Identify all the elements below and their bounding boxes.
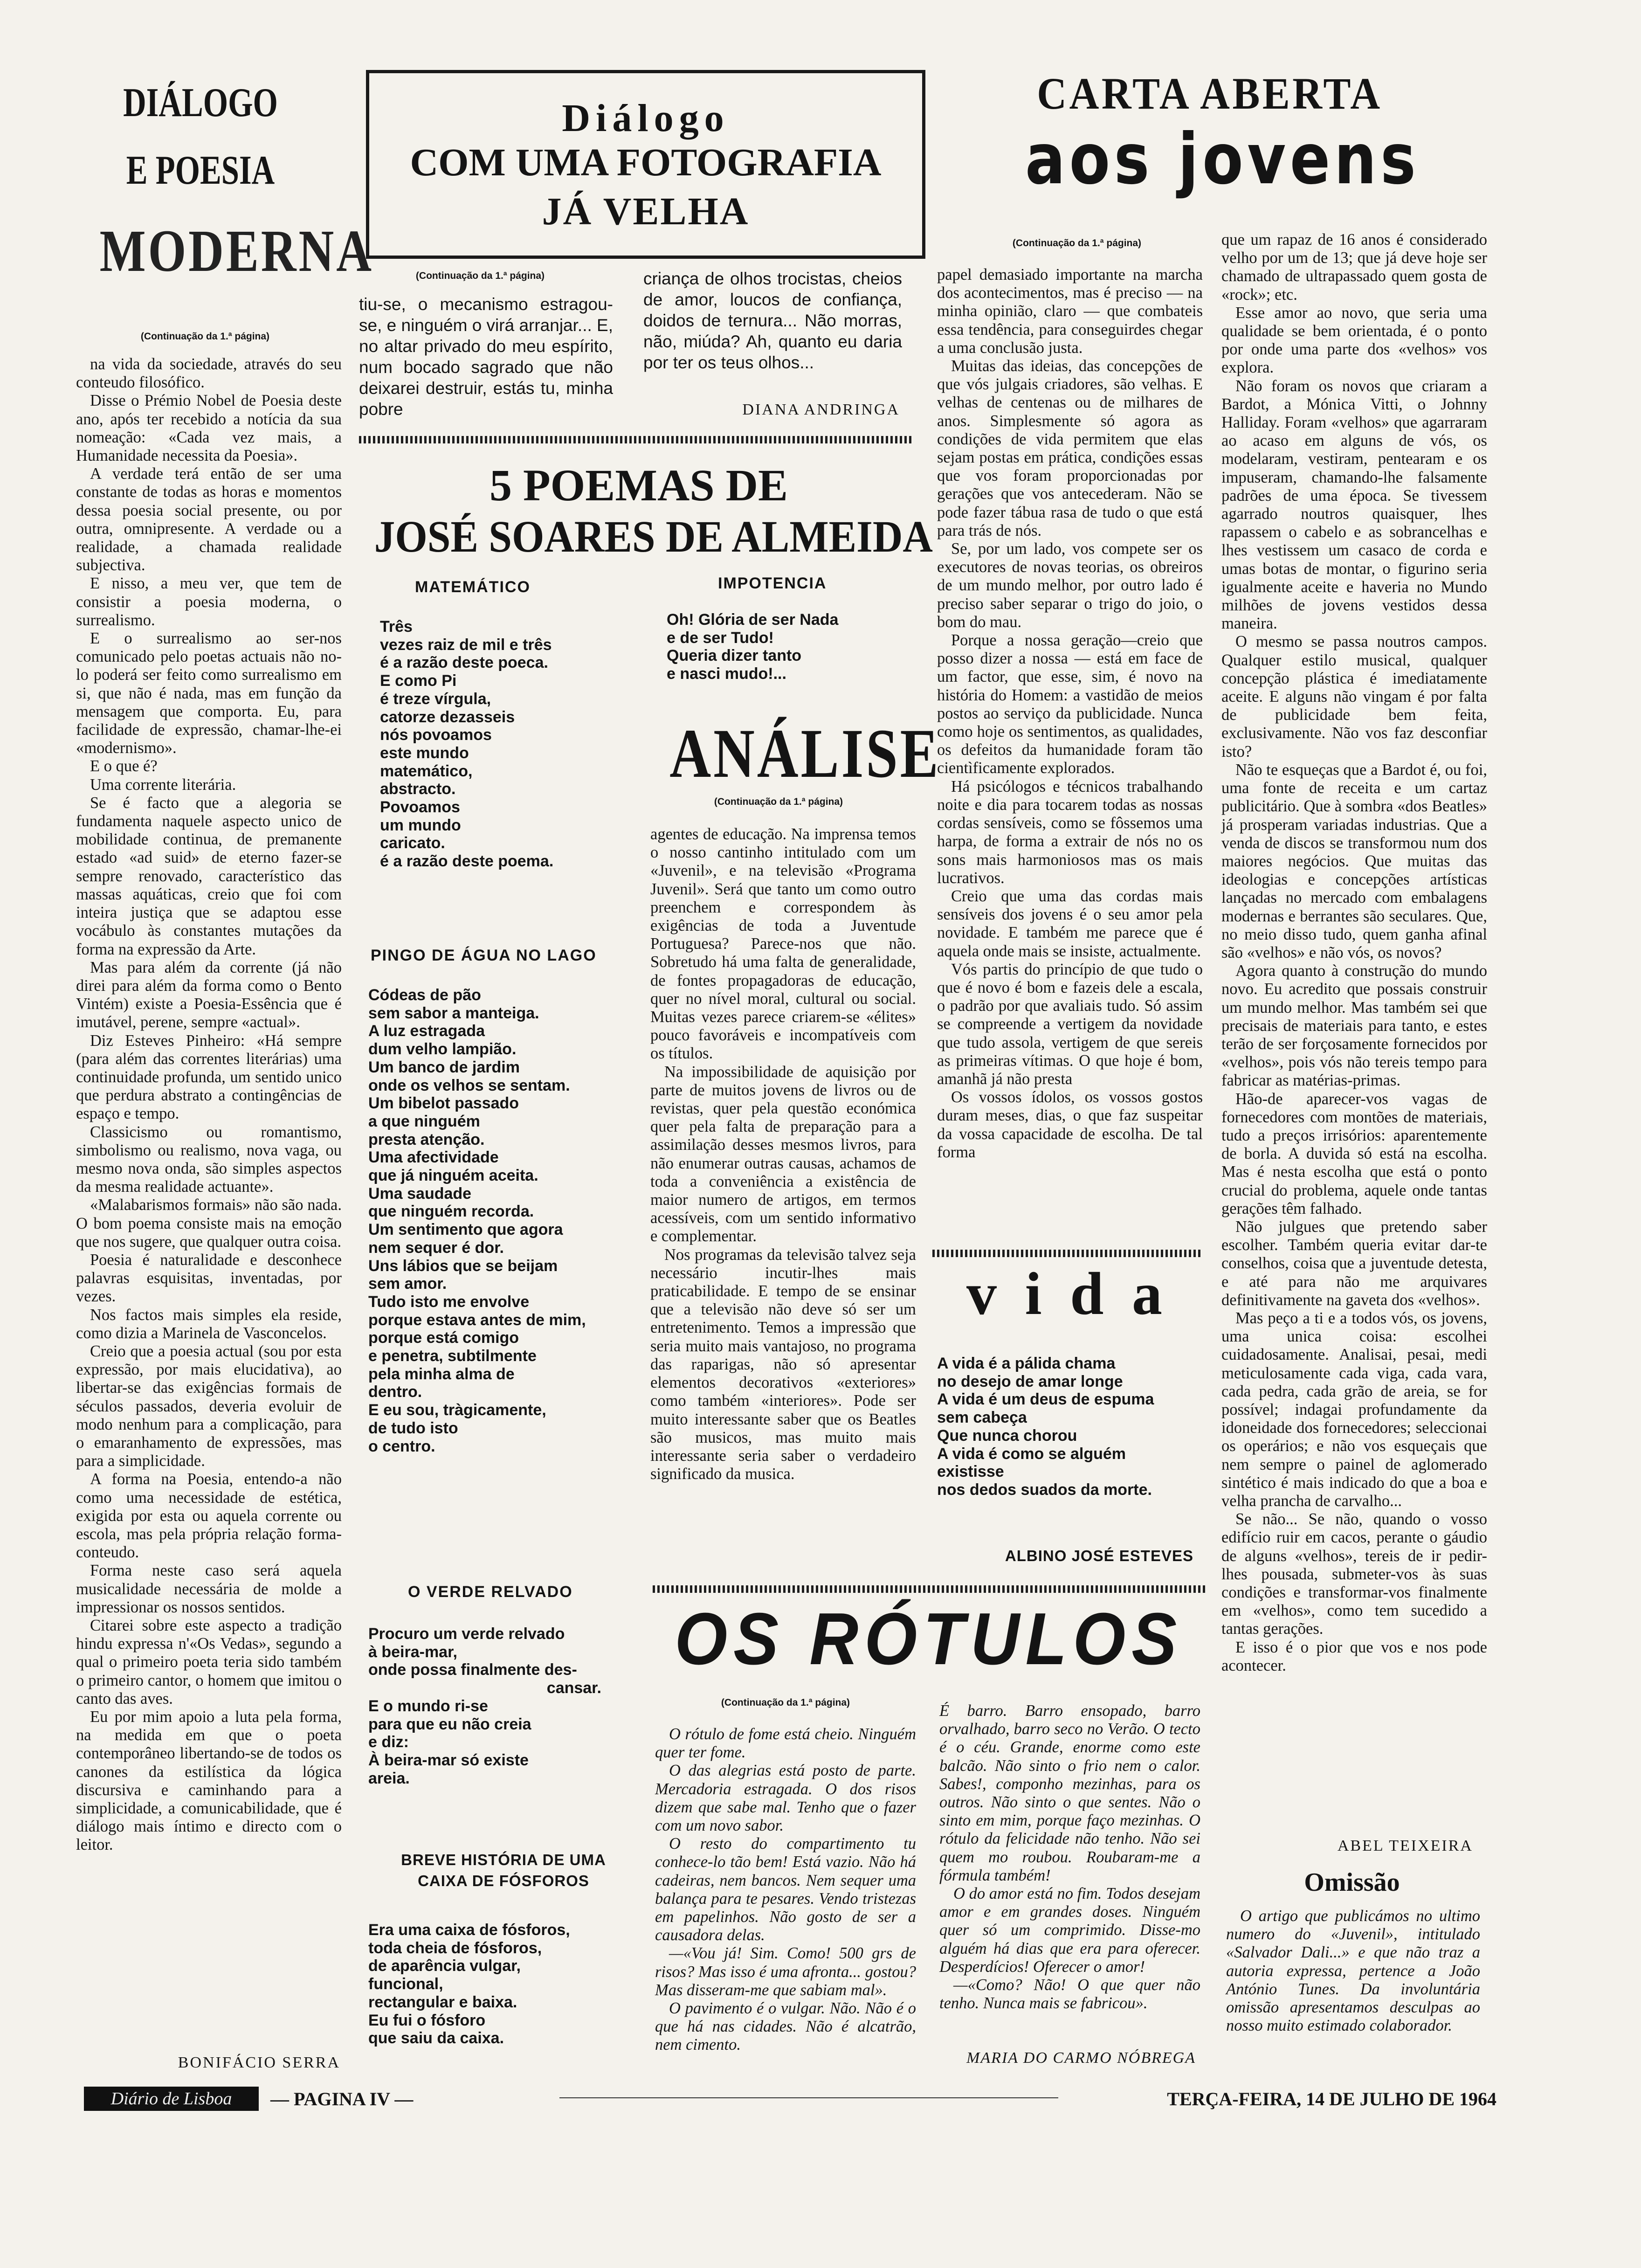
- poem-line: E eu sou, tràgicamente,: [368, 1401, 546, 1419]
- paragraph: Vós partis do princípio de que tudo o que é novo é bom e fazeis dele a escala, o padrão por que avaliais tudo. Só assim se compreende a vertigem da novidade que tudo assola, vertigem de que sereis as primeiras vítimas. O que hoje é bom, amanhã já não presta: [937, 960, 1203, 1088]
- poem-line: onde possa finalmente des-: [368, 1661, 577, 1679]
- continuation-note: (Continuação da 1.ª página): [140, 331, 270, 342]
- carta-title-line1: CARTA ABERTA: [1037, 69, 1383, 118]
- poem-line: à beira-mar,: [368, 1643, 457, 1661]
- paragraph: Diz Esteves Pinheiro: «Há sempre (para além das correntes literárias) uma continuidade profunda, um sentido unico que perdura abstrato a contingências de espaço e tempo.: [76, 1031, 342, 1123]
- carta-body-col1: [937, 266, 1203, 1243]
- poems-title-line2: JOSÉ SOARES DE ALMEIDA: [374, 512, 933, 561]
- poem-line: caricato.: [380, 834, 445, 852]
- poem-title-pingo: PINGO DE ÁGUA NO LAGO: [371, 947, 597, 964]
- paragraph: O das alegrias está posto de parte. Mercadoria estragada. O dos risos dizem que sabe mal. Tenho que o fazer com um novo sabor.: [655, 1762, 916, 1835]
- headline-line1: Diálogo: [562, 97, 730, 140]
- poem-line: dum velho lampião.: [368, 1040, 517, 1058]
- paragraph: Esse amor ao novo, que seria uma qualidade se bem orientada, é o ponto por onde uma parte dos «velhos» vos explora.: [1221, 304, 1487, 377]
- paragraph: —«Como? Não! O que quer não tenho. Nunca mais se fabricou».: [939, 1976, 1200, 2012]
- poem-line: Uma afectividade: [368, 1148, 499, 1167]
- poem-line: vezes raiz de mil e três: [380, 636, 552, 654]
- paragraph: É barro. Barro ensopado, barro orvalhado, barro seco no Verão. O tecto é o céu. Grande, enorme como este balcão. Não sinto o frio nem o calor. Sabes!, componho mezinhas, para os outros. Não sinto o que sentes. Não o sinto em mim, porque faço mezinhas. O rótulo da felicidade não tenho. Não sei quem mo roubou. Roubaram-me a fórmula também!: [939, 1702, 1200, 1884]
- poem-line: Que nunca chorou: [937, 1426, 1077, 1445]
- paragraph: E isso é o pior que vos e nos pode acontecer.: [1221, 1638, 1487, 1674]
- rotulos-body-col1: [655, 1725, 916, 2080]
- headline-line2: COM UMA FOTOGRAFIA: [410, 141, 882, 184]
- paragraph: Se não... Se não, quando o vosso edifício ruir em cacos, perante o gáudio de alguns «velhos», tereis de ir pedir-lhes pousada, submeter-vos às suas condições e transformar-vos finalmente em «velhos», como tem sucedido a tantas gerações.: [1221, 1510, 1487, 1638]
- paragraph: Nos factos mais simples ela reside, como dizia a Marinela de Vasconcelos.: [76, 1306, 342, 1342]
- issue-date: TERÇA-FEIRA, 14 DE JULHO DE 1964: [1167, 2088, 1496, 2109]
- poem-line: A vida é a pálida chama: [937, 1355, 1116, 1372]
- masthead-logo: Diário de Lisboa: [84, 2087, 259, 2111]
- paragraph: Porque a nossa geração—creio que posso dizer a nossa — está em face de um factor, que esse, sim, é novo na história do Homem: a vastidão de meios postos ao serviço da publicidade. Nunca como hoje os sentimentos, as qualidades, os defeitos da humanidade foram tão cientìficamente explorados.: [937, 631, 1203, 777]
- paragraph: Nos programas da televisão talvez seja necessário incutir-lhes mais praticabilidade. E tempo de se ensinar que a televisão não deve só ser um entretenimento. Temos a impressão que seria muito mais vantajoso, no programa das raparigas, não só apresentar elementos decorativos «exteriores» como também «interiores». Pode ser muito interessante saber que os Beatles são musicos, mas muito mais interessante seria saber o verdadeiro significado da musica.: [650, 1245, 916, 1483]
- poem-line: abstracto.: [380, 780, 456, 798]
- footer-rule: [559, 2097, 1058, 2098]
- poem-line: Uns lábios que se beijam: [368, 1257, 558, 1275]
- poem-line: a que ninguém: [368, 1112, 480, 1130]
- dialogo-text-right: [643, 268, 902, 394]
- poem-line: Uma saudade: [368, 1184, 472, 1203]
- poem-line: e penetra, subtilmente: [368, 1347, 537, 1365]
- article-body-dialogo-poesia: [76, 355, 342, 1854]
- paragraph: —«Vou já! Sim. Como! 500 grs de risos? Mas isso é uma afronta... gostou? Mas disseram-me que sabiam mal».: [655, 1944, 916, 1999]
- poem-line: E o mundo ri-se: [368, 1697, 488, 1715]
- poem-line: este mundo: [380, 744, 469, 762]
- poem-line: matemático,: [380, 762, 473, 780]
- article-title-line2: E POESIA: [126, 148, 275, 193]
- poem-line: nos dedos suados da morte.: [937, 1480, 1152, 1499]
- carta-title-line2: aos jovens: [1025, 119, 1420, 200]
- poem-line: cansar.: [546, 1679, 601, 1697]
- separator-bar: [932, 1250, 1203, 1257]
- paragraph: Creio que a poesia actual (sou por esta expressão, por mais elucidativa), ao libertar-se das exigências formais de séculos passados, deveria evoluir de modo nenhum para a complicação, para o emaranhamento de expressões, mas para a simplicidade.: [76, 1342, 342, 1470]
- poem-line: catorze dezasseis: [380, 708, 515, 726]
- poem-line: é a razão deste poeca.: [380, 654, 548, 672]
- continuation-note: (Continuação da 1.ª página): [415, 270, 545, 281]
- paragraph: Eu por mim apoio a luta pela forma, na medida em que o poeta contemporâneo libertando-se de todos os canones da estilística da lógica discursiva e caminhando para a simplicidade, a comunicabilidade, que é diálogo mais íntimo e directo com o leitor.: [76, 1708, 342, 1854]
- paragraph: Não julgues que pretendo saber escolher. Também queria evitar dar-te conselhos, coisa que a juventude detesta, e até para não me arquivares definitivamente na gaveta dos «velhos».: [1221, 1217, 1487, 1309]
- paragraph: criança de olhos trocistas, cheios de amor, loucos de confiança, doidos de ternura... Não morras, não, miúda? Ah, quanto eu daria por ter os teus olhos...: [643, 269, 902, 372]
- paragraph: papel demasiado importante na marcha dos acontecimentos, mas é preciso — na minha opinião, claro — que combateis essa tendência, para conseguirdes chegar a uma conclusão justa.: [937, 266, 1203, 357]
- paragraph: que um rapaz de 16 anos é considerado velho por um de 13; que já deve hoje ser chamado de ultrapassado quem gosta de «rock»; etc.: [1221, 231, 1487, 304]
- poem-line: porque estava antes de mim,: [368, 1311, 586, 1329]
- poem-line: nem sequer é dor.: [368, 1238, 504, 1257]
- poem-title-verde: O VERDE RELVADO: [408, 1583, 573, 1601]
- poem-line: Procuro um verde relvado: [368, 1625, 565, 1643]
- signature: MARIA DO CARMO NÓBREGA: [966, 2049, 1196, 2067]
- poem-matematico: [380, 618, 641, 871]
- paragraph: E o que é?: [90, 757, 158, 775]
- poem-line: existisse: [937, 1463, 1004, 1481]
- paragraph: Classicismo ou romantismo, simbolismo ou realismo, nova vaga, ou mesmo nova onda, são simples aspectos da mesma realidade actuante».: [76, 1123, 342, 1196]
- poem-line: A vida é como se alguém: [937, 1445, 1126, 1463]
- poem-line: e diz:: [368, 1733, 409, 1751]
- poem-line: presta atenção.: [368, 1130, 485, 1148]
- poem-line: e de ser Tudo!: [667, 629, 774, 647]
- poem-title-impotencia: IMPOTENCIA: [718, 574, 827, 592]
- paragraph: Hão-de aparecer-vos vagas de fornecedores com montões de materiais, tudo a preços irrisórios: aparentemente de borla. A duvida só está na escolha. Mas é nesta escolha que está o ponto crucial do problema, aquele onde tantas gerações têm falhado.: [1221, 1090, 1487, 1217]
- poem-line: Queria dizer tanto: [667, 647, 802, 665]
- paragraph: Não te esqueças que a Bardot é, ou foi, uma fonte de receita e um cartaz publicitário. Que à sombra «dos Beatles» já prosperam variadas industrias. Que a venda de discos se transformou num dos maiores negócios. Que muitas das ideologias e concepções artísticas lançadas no mercado com embalagens modernas e berrantes são seculares. Que, no meio disso tudo, quem ganha afinal são «velhos» e não vós, os novos?: [1221, 761, 1487, 961]
- poem-line: Povoamos: [380, 798, 460, 816]
- signature: BONIFÁCIO SERRA: [178, 2054, 340, 2071]
- rotulos-body-col2: [939, 1702, 1200, 2047]
- paragraph: Forma neste caso será aquela musicalidade necessária de molde a impressionar os nossos sentidos.: [76, 1562, 342, 1616]
- paragraph: A forma na Poesia, entendo-a não como uma necessidade de estética, exigida por esta ou aquela corrente ou escola, mas pela própria relação forma-conteudo.: [76, 1470, 342, 1562]
- signature: DIANA ANDRINGA: [742, 401, 900, 418]
- carta-body-col2: [1221, 231, 1487, 1835]
- continuation-note: (Continuação da 1.ª página): [721, 1697, 850, 1708]
- paragraph: Na impossibilidade de aquisição por parte de muitos jovens de livros ou de revistas, quer pela questão económica quer pela falta de preparação para a assimilação desses mesmos livros, para não enumerar outras causas, achamos de toda a conveniência a existência de maior numero de artigos, em termos acessíveis, com um sentido informativo e complementar.: [650, 1063, 916, 1245]
- paragraph: Mas peço a ti e a todos vós, os jovens, uma unica coisa: escolhei cuidadosamente. Analisai, pesai, medi meticulosamente cada viga, cada vara, cada pedra, cada grão de areia, se for possível; indagai profundamente da idoneidade dos fornecedores; seleccionai os operários; e não vos esqueçais que nem sempre o painel de aglomerado sintético é mais indicado do que a boa e velha prancha de carvalho...: [1221, 1309, 1487, 1510]
- poem-line: funcional,: [368, 1975, 443, 1993]
- poem-line: toda cheia de fósforos,: [368, 1939, 542, 1957]
- paragraph: tiu-se, o mecanismo estragou-se, e ninguém o virá arranjar... E, no altar privado do meu espírito, num bocado sagrado que não deixarei destruir, estás tu, minha pobre: [359, 295, 613, 419]
- poem-line: Um sentimento que agora: [368, 1221, 563, 1239]
- signature: ALBINO JOSÉ ESTEVES: [1005, 1547, 1193, 1564]
- poem-vida: [937, 1355, 1203, 1499]
- analise-title: ANÁLISE: [669, 715, 941, 792]
- poem-line: Tudo isto me envolve: [368, 1293, 530, 1311]
- poem-line: para que eu não creia: [368, 1715, 531, 1733]
- poem-title-breve-line1: BREVE HISTÓRIA DE UMA: [401, 1851, 606, 1868]
- rotulos-title: OS RÓTULOS: [675, 1598, 1183, 1680]
- poem-line: que ninguém recorda.: [368, 1203, 534, 1221]
- analise-body: [650, 825, 916, 1618]
- headline-line3: JÁ VELHA: [542, 190, 750, 233]
- paragraph: E o surrealismo ao ser-nos comunicado pelo poetas actuais não no-lo poderá ser feito como surrealismo em si, que não é nada, mas em função da mensagem que comporta. Eu, para facilidade de expressão, chamar-lhe-ei «modernismo».: [76, 629, 342, 757]
- poem-line: Eu fui o fósforo: [368, 2011, 486, 2029]
- paragraph: O mesmo se passa noutros campos. Qualquer estilo musical, qualquer concepção plástica é imediatamente aceite. E alguns não vingam é por falta de publicidade bem feita, exclusivamente. Não vos faz desconfiar isto?: [1221, 633, 1487, 761]
- poem-line: rectangular e baixa.: [368, 1993, 517, 2011]
- poem-line: pela minha alma de: [368, 1365, 515, 1383]
- article-title-line3: MODERNA: [99, 218, 374, 284]
- poem-line: um mundo: [380, 816, 461, 834]
- poem-line: de tudo isto: [368, 1419, 458, 1437]
- paragraph: Uma corrente literária.: [90, 775, 236, 794]
- poem-line: dentro.: [368, 1383, 422, 1401]
- paragraph: Creio que uma das cordas mais sensíveis dos jovens é o seu amor pela novidade. E também me parece que é aquela onde mais se insiste, actualmente.: [937, 887, 1203, 960]
- poem-line: Era uma caixa de fósforos,: [368, 1921, 570, 1939]
- poem-line: Três: [380, 618, 413, 636]
- poem-line: e nasci mudo!...: [667, 665, 786, 683]
- poem-line: é treze vírgula,: [380, 690, 491, 708]
- poem-line: no desejo de amar longe: [937, 1372, 1123, 1390]
- poem-caixa-de-fosforos: [368, 1921, 629, 2047]
- poem-line: areia.: [368, 1769, 410, 1787]
- poem-verde-relvado: [368, 1625, 629, 1787]
- paragraph: Disse o Prémio Nobel de Poesia deste ano, após ter recebido a notícia da sua nomeação: «Cada vez mais, a Humanidade necessita da Poesia».: [76, 392, 342, 465]
- poem-line: Um banco de jardim: [368, 1058, 520, 1076]
- paragraph: Agora quanto à construção do mundo novo. Eu acredito que possais construir um mundo melhor. Mas também sei que precisais de materiais para tanto, e estes terão de ser forçosamente fornecidos por «velhos», pois vós não tereis tempo para fabricar as matérias-primas.: [1221, 962, 1487, 1090]
- paragraph: Poesia é naturalidade e desconhece palavras esquisitas, inventadas, por vezes.: [76, 1251, 342, 1306]
- separator-bar: [359, 436, 911, 443]
- poem-line: A luz estragada: [368, 1022, 485, 1040]
- omissao-body: [1226, 1907, 1480, 2080]
- poem-line: Oh! Glória de ser Nada: [667, 611, 839, 629]
- paragraph: «Malabarismos formais» não são nada. O bom poema consiste mais na emoção que nos sugere, que qualquer outra coisa.: [76, 1196, 342, 1251]
- poem-line: A vida é um deus de espuma: [937, 1390, 1154, 1409]
- paragraph: O pavimento é o vulgar. Não. Não é o que há nas cidades. Não é alcatrão, nem cimento.: [655, 1999, 916, 2054]
- page-number: — PAGINA IV —: [270, 2088, 414, 2109]
- paragraph: Os vossos ídolos, os vossos gostos duram meses, dias, o que faz suspeitar da vossa capacidade de escolha. De tal forma: [937, 1088, 1203, 1161]
- signature: ABEL TEIXEIRA: [1337, 1837, 1473, 1854]
- paragraph: Citarei sobre este aspecto a tradição hindu expressa n'«Os Vedas», segundo a qual o primeiro poeta teria sido também o primeiro cantor, o homem que imitou o canto das aves.: [76, 1617, 342, 1708]
- paragraph: A verdade terá então de ser uma constante de todas as horas e momentos dessa poesia social presente, ou por outra, omnipresente. A verdade ou a realidade, a chamada realidade subjectiva.: [76, 465, 342, 574]
- poem-line: nós povoamos: [380, 726, 492, 744]
- poem-line: sem amor.: [368, 1275, 447, 1293]
- poem-pingo-de-agua: [368, 986, 639, 1455]
- paragraph: Muitas das ideias, das concepções de que vós julgais criadores, são velhas. E velhas de centenas ou de milhares de anos. Simplesmente só agora as condições de vida permitem que elas sejam postas em prática, condições essas que vos foram proporcionadas por gerações que vos antecederam. Não se pode fazer tábua rasa de tudo o que está para trás de nós.: [937, 357, 1203, 539]
- paragraph: O rótulo de fome está cheio. Ninguém quer ter fome.: [655, 1725, 916, 1762]
- poem-line: de aparência vulgar,: [368, 1957, 521, 1975]
- poem-line: sem sabor a manteiga.: [368, 1004, 539, 1022]
- poem-line: é a razão deste poema.: [380, 852, 554, 871]
- separator-bar: [653, 1585, 1205, 1593]
- poem-line: onde os velhos se sentam.: [368, 1076, 570, 1094]
- poem-line: E como Pi: [380, 672, 457, 690]
- omissao-title: Omissão: [1304, 1868, 1400, 1897]
- paragraph: Se, por um lado, vos compete ser os executores de novas teorias, os obreiros de um mundo melhor, por outro lado é preciso saber separar o trigo do joio, o bom do mau.: [937, 540, 1203, 631]
- paragraph: agentes de educação. Na imprensa temos o nosso cantinho intitulado com um «Juvenil», e na televisão «Programa Juvenil». Será que tanto um como outro preenchem e correspondem às exigências de toda a Juventude Portuguesa? Parece-nos que não. Sobretudo há uma falta de generalidade, de fontes propagadoras de educação, quer no nível moral, cultural ou social. Muitas vezes parece criarem-se «élites» pouco favoráveis e incompatíveis com os títulos.: [650, 825, 916, 1063]
- paragraph: Há psicólogos e técnicos trabalhando noite e dia para tocarem todas as nossas cordas sensíveis, como se fôssemos uma harpa, de forma a extrair de nós no os sons mais harmoniosos mas os mais lucrativos.: [937, 777, 1203, 887]
- poem-title-matematico: MATEMÁTICO: [415, 578, 531, 596]
- poems-title-line1: 5 POEMAS DE: [489, 460, 788, 510]
- poem-line: À beira-mar só existe: [368, 1751, 529, 1769]
- dialogo-text-left: [359, 294, 613, 420]
- paragraph: O do amor está no fim. Todos desejam amor e em grandes doses. Ninguém quer só um comprimido. Disse-mo alguém há dias que era para oferecer. Desperdícios! Oferecer o amor!: [939, 1885, 1200, 1976]
- paragraph: E nisso, a meu ver, que tem de consistir a poesia moderna, o surrealismo.: [76, 574, 342, 629]
- continuation-note: (Continuação da 1.ª página): [1012, 238, 1142, 249]
- article-title-line1: DIÁLOGO: [123, 80, 278, 125]
- paragraph: na vida da sociedade, através do seu conteudo filosófico.: [76, 355, 342, 392]
- paragraph: Mas para além da corrente (já não direi para além da forma como o Bento Vintém) existe a Poesia-Essência que é imutável, perene, sempre «actual».: [76, 958, 342, 1031]
- continuation-note: (Continuação da 1.ª página): [714, 796, 843, 807]
- poem-line: que já ninguém aceita.: [368, 1167, 538, 1185]
- paragraph: O resto do compartimento tu conhece-lo tão bem! Está vazio. Não há cadeiras, nem bancos. Nem sequer uma balança para te pesares. Vendo tristezas em papelinhos. Não gosto de ser a causadora delas.: [655, 1835, 916, 1944]
- poem-impotencia: [667, 611, 909, 683]
- paragraph: Não foram os novos que criaram a Bardot, a Mónica Vitti, o Johnny Halliday. Foram «velhos» que agarraram ao acaso em alguns de vós, os modelaram, vestiram, pentearam e os impuseram, chamando-lhe falsamente padrões de uma época. Se tivessem agarrado noutros quaisquer, lhes rapassem o cabelo e as sobrancelhas e lhes vestissem um casaco de corda e umas botas de montar, o figurino seria igualmente aceite e haveria no Mundo milhões de jovens vestidos dessa maneira.: [1221, 377, 1487, 633]
- poem-line: sem cabeça: [937, 1409, 1027, 1427]
- poem-title-breve-line2: CAIXA DE FÓSFOROS: [418, 1872, 589, 1889]
- paragraph: O artigo que publicámos no ultimo numero do «Juvenil», intitulado «Salvador Dali...» e que não traz a autoria expressa, pertence a João António Tunes. Da involuntária omissão apresentamos desculpas ao nosso muito estimado colaborador.: [1226, 1907, 1480, 2035]
- poem-line: que saiu da caixa.: [368, 2029, 504, 2047]
- poem-line: Um bibelot passado: [368, 1094, 519, 1113]
- poem-line: porque está comigo: [368, 1329, 519, 1347]
- paragraph: Se é facto que a alegoria se fundamenta naquele aspecto unico de mobilidade continua, de premanente estado «ad suid» de eterno fazer-se sempre renovado, característico das massas aquáticas, creio que foi com inteira justiça que se adaptou esse vocábulo às constantes mutações da forma na expressão da Arte.: [76, 794, 342, 958]
- poem-line: o centro.: [368, 1437, 435, 1455]
- vida-title: v i d a: [966, 1260, 1169, 1328]
- poem-line: Códeas de pão: [368, 986, 481, 1004]
